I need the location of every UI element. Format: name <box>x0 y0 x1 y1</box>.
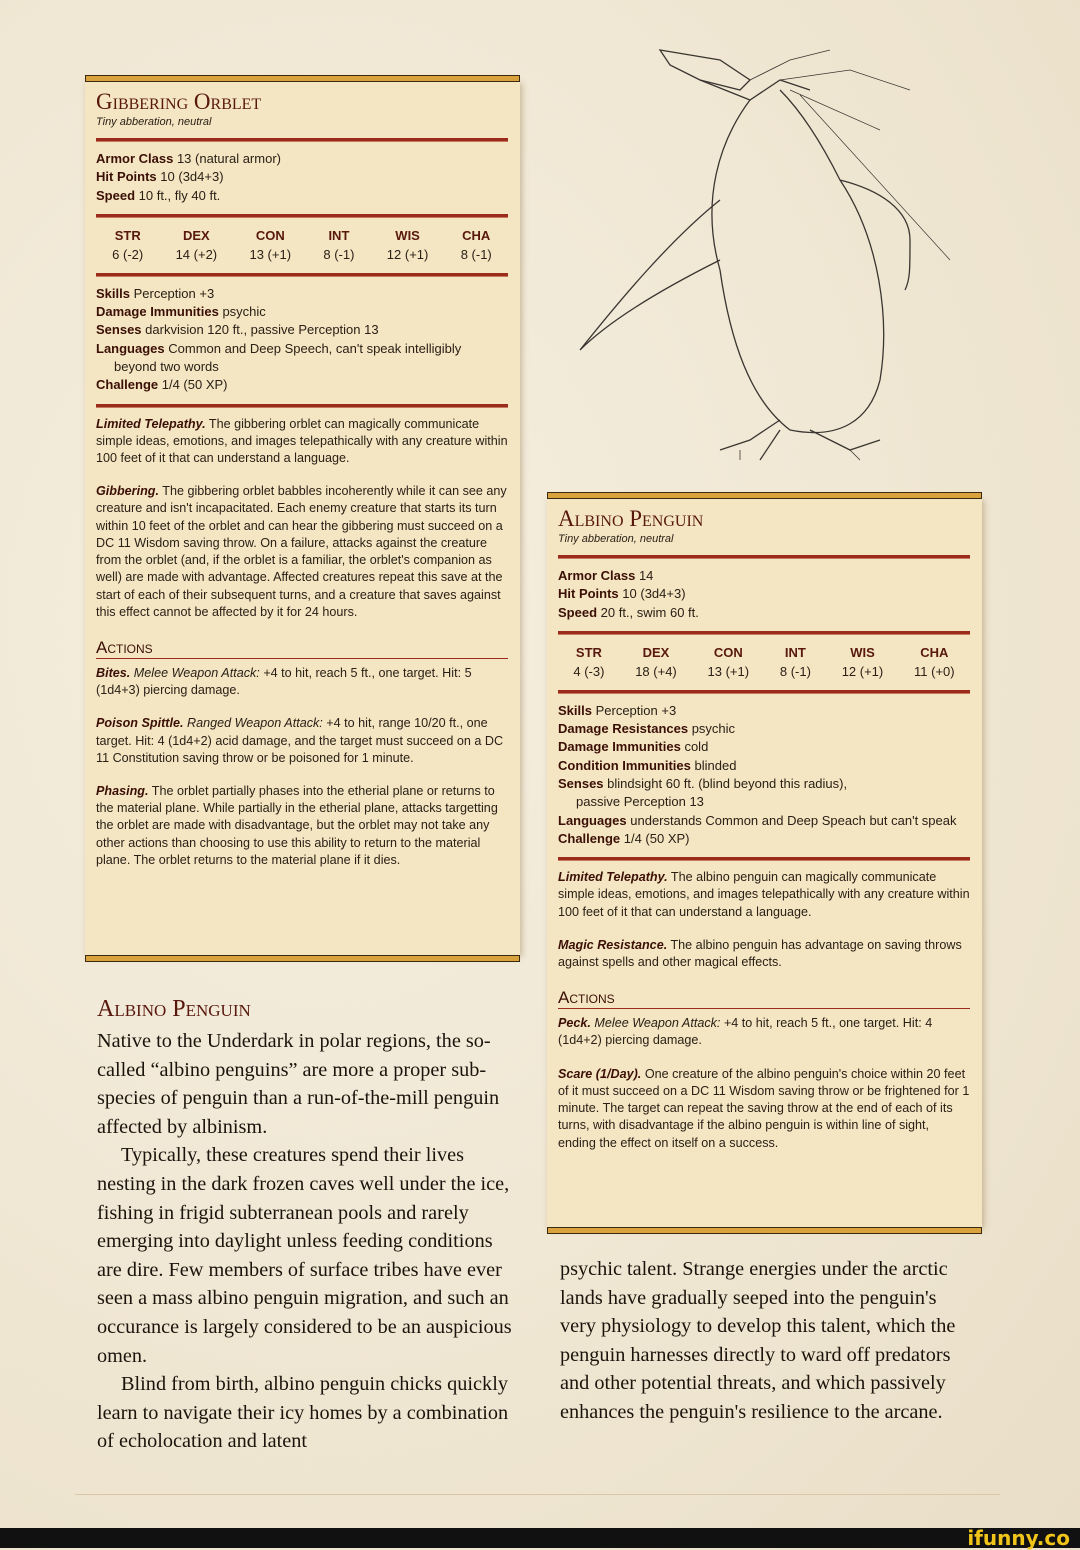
ability-int: INT 8 (-1) <box>323 227 355 262</box>
divider <box>96 214 508 218</box>
ability-wis: WIS 12 (+1) <box>841 644 884 679</box>
divider <box>558 857 970 861</box>
ability-wis: WIS 12 (+1) <box>386 227 429 262</box>
armor-class: Armor Class 14 <box>558 568 654 583</box>
hit-points: Hit Points 10 (3d4+3) <box>558 586 686 602</box>
hit-points: Hit Points 10 (3d4+3) <box>96 169 224 185</box>
lore-paragraph: Blind from birth, albino penguin chicks quickly learn to navigate their icy homes by a combination of echolocation and latent <box>97 1373 509 1453</box>
ability-str: STR 6 (-2) <box>112 227 144 262</box>
ifunny-watermark: ifunny.co <box>967 1526 1070 1550</box>
trait-limited-telepathy: Limited Telepathy. The albino penguin can magically communicate simple ideas, emotions, and images telepathically with any creature within 100 feet of it that can understand a language. <box>558 870 970 919</box>
damage-immunities: Damage Immunities psychic <box>96 304 266 320</box>
speed: Speed 10 ft., fly 40 ft. <box>96 187 221 203</box>
languages-continued: beyond two words <box>114 359 219 375</box>
condition-immunities: Condition Immunities blinded <box>558 757 737 773</box>
ability-con: CON 13 (+1) <box>707 644 750 679</box>
divider <box>96 273 508 277</box>
divider <box>96 404 508 408</box>
damage-resistances: Damage Resistances psychic <box>558 721 736 737</box>
ability-scores <box>96 226 508 264</box>
trait-magic-resistance: Magic Resistance. The albino penguin has advantage on saving throws against spells and other magical effects. <box>558 937 962 970</box>
watermark-bar <box>0 1528 1080 1548</box>
ability-con: CON 13 (+1) <box>249 227 292 262</box>
skills: Skills Perception +3 <box>96 285 215 301</box>
albino-penguin-illustration <box>550 20 990 470</box>
lore-paragraph: Native to the Underdark in polar regions, the so-called “albino penguins” are more a proper sub-species of penguin than a run-of-the-mill penguin affected by albinism. <box>97 1030 500 1138</box>
statblock-title: Albino Penguin <box>558 506 704 531</box>
lore-paragraph: psychic talent. Strange energies under the arctic lands have gradually seeped into the penguin's very physiology to develop this talent, which the penguin harnesses directly to ward off predators and other potential threats, and which passively enhances the penguin's resilience to the arcane. <box>560 1258 956 1423</box>
languages: Languages Common and Deep Speech, can't speak intelligibly <box>96 340 462 356</box>
trait-gibbering: Gibbering. The gibbering orblet babbles incoherently while it can see any creature and isn't incapacitated. Each enemy creature that starts its turn within 10 feet of the orblet and can hear the gibbering must succeed on a DC 11 Wisdom saving throw. On a failure, attacks against the creature from the orblet (and, if the orblet is a familiar, the orblet's companion as well) are made with advantage. Affected creatures repeat this save at the start of each of their subsequent turns, and a creature that saves against this effect cannot be affected by it for 24 hours. <box>96 484 507 619</box>
ability-scores <box>558 643 970 681</box>
statblock-subtitle: Tiny abberation, neutral <box>558 533 674 545</box>
action-peck: Peck. Melee Weapon Attack: +4 to hit, reach 5 ft., one target. Hit: 4 (1d4+2) piercing damage. <box>558 1016 933 1048</box>
ability-str: STR 4 (-3) <box>573 644 605 679</box>
gibbering-orblet-statblock <box>85 81 520 955</box>
ability-dex: DEX 18 (+4) <box>635 644 677 679</box>
senses: Senses blindsight 60 ft. (blind beyond this radius), <box>558 776 848 792</box>
lore-left-column <box>97 1027 522 1456</box>
challenge: Challenge 1/4 (50 XP) <box>96 377 228 393</box>
lore-right-column <box>560 1255 970 1427</box>
statblock-title: Gibbering Orblet <box>96 89 262 114</box>
armor-class: Armor Class 13 (natural armor) <box>96 151 281 166</box>
divider <box>558 690 970 694</box>
albino-penguin-statblock <box>547 498 982 1227</box>
actions-heading: Actions <box>558 987 970 1009</box>
divider <box>558 631 970 635</box>
lore-paragraph: Typically, these creatures spend their lives nesting in the dark frozen caves well under the ice, fishing in frigid subterranean pools and rarely emerging into daylight unless feeding conditions are dire. Few members of surface tribes have ever seen a mass albino penguin migration, and such an occurance is largely considered to be an auspicious omen. <box>97 1144 512 1367</box>
action-scare: Scare (1/Day). One creature of the albino penguin's choice within 20 feet of it must succeed on a DC 11 Wisdom saving throw or be frightened for 1 minute. The target can repeat the saving throw at the end of each of its turns, with disadvantage if the albino penguin is within line of sight, ending the effect on itself on a success. <box>558 1066 970 1150</box>
footer-divider <box>75 1494 1000 1495</box>
trait-limited-telepathy: Limited Telepathy. The gibbering orblet can magically communicate simple ideas, emotions, and images telepathically with any creature within 100 feet of it that can understand a language. <box>96 416 508 466</box>
lore-heading: Albino Penguin <box>97 996 251 1022</box>
ability-cha: CHA 8 (-1) <box>460 227 492 262</box>
action-bites: Bites. Melee Weapon Attack: +4 to hit, reach 5 ft., one target. Hit: 5 (1d4+3) piercing damage. <box>96 665 472 698</box>
statblock-subtitle: Tiny abberation, neutral <box>96 116 212 128</box>
divider <box>96 138 508 142</box>
senses: Senses darkvision 120 ft., passive Perception 13 <box>96 322 379 338</box>
senses-continued: passive Perception 13 <box>576 794 704 810</box>
action-poison-spittle: Poison Spittle. Ranged Weapon Attack: +4 to hit, range 10/20 ft., one target. Hit: 4 (1d4+2) acid damage, and the target must succeed on a DC 11 Constitution saving throw or be poisoned for 1 minute. <box>96 716 504 765</box>
speed: Speed 20 ft., swim 60 ft. <box>558 604 699 620</box>
divider <box>558 555 970 559</box>
action-phasing: Phasing. The orblet partially phases into the etherial plane or returns to the material plane. While partially in the etherial plane, attacks targetting the orblet are made with disadvantage, but the orblet may not take any other actions than choosing to use this ability to return to the material plane. The orblet returns to the material plane if it dies. <box>96 783 498 867</box>
ability-dex: DEX 14 (+2) <box>175 227 218 262</box>
damage-immunities: Damage Immunities cold <box>558 739 709 755</box>
ability-cha: CHA 11 (+0) <box>914 644 955 679</box>
languages: Languages understands Common and Deep Speach but can't speak <box>558 812 957 828</box>
challenge: Challenge 1/4 (50 XP) <box>558 830 690 846</box>
skills: Skills Perception +3 <box>558 702 677 718</box>
ability-int: INT 8 (-1) <box>779 644 811 679</box>
actions-heading: Actions <box>96 637 508 659</box>
